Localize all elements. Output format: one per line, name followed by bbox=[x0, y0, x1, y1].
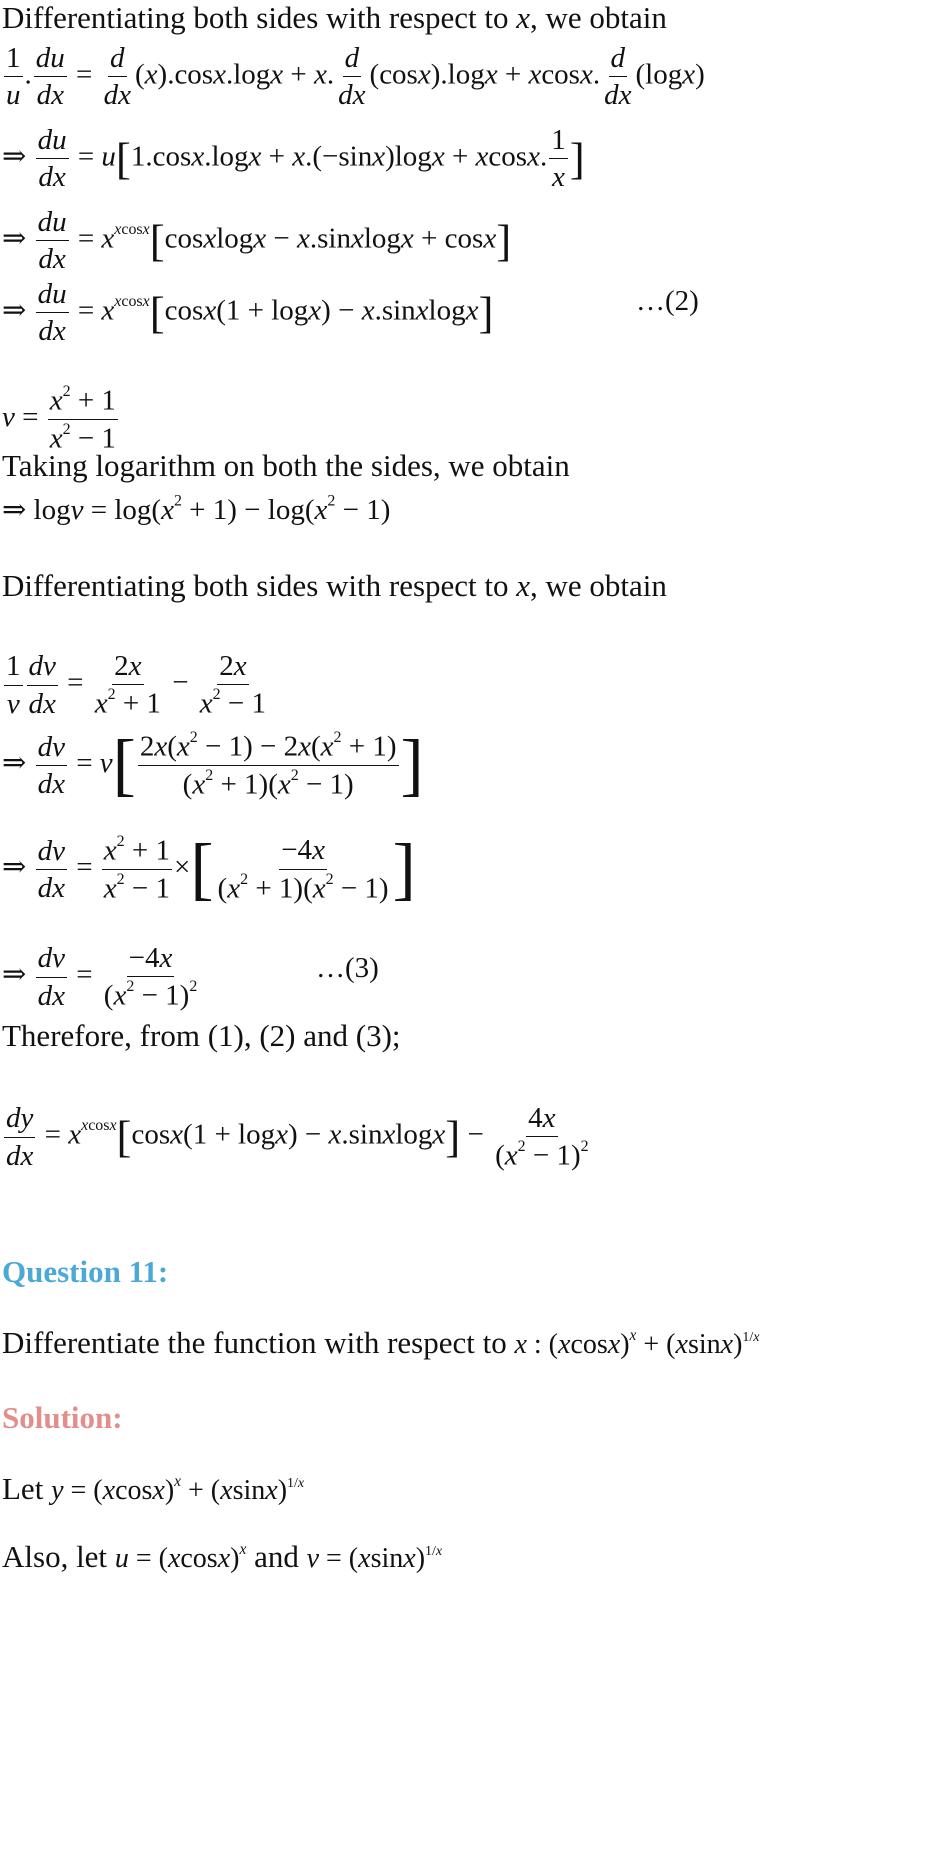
text-line-taking-log: Taking logarithm on both the sides, we obtain bbox=[2, 448, 570, 483]
text-line-therefore: Therefore, from (1), (2) and (3); bbox=[2, 1018, 401, 1053]
equation-dv-1: $\frac{1}{v}$ $\frac{dv}{dx}$ = $\frac{2x}{x^2 + 1}$ − $\frac{2x}{x^2 - 1}$ bbox=[6, 650, 266, 720]
and-label: and bbox=[254, 1539, 299, 1575]
also-let-line: Also, let $u = (xcosx)^x$ and $v = (xsinx)^{1/x}$ bbox=[2, 1539, 443, 1575]
diff-intro-tail: , we obtain bbox=[530, 0, 667, 35]
diff-intro-text: Differentiating both sides with respect to bbox=[2, 0, 509, 35]
equation-dv-3: ⇒ $\frac{dv}{dx}$ = $\frac{x^2 + 1}{x^2 - 1}$ ×[ $\frac{-4x}{(x^2 + 1)(x^2 - 1)}$ ] bbox=[2, 830, 416, 908]
also-let-label: Also, let bbox=[2, 1539, 108, 1575]
equation-dy-dx-final: $\frac{dy}{dx}$ = $x^{xcosx}[\cos x(1 + \log x)$ − x.sinxlogx] − $\frac{4x}{(x^2 - 1)^2}$ bbox=[6, 1102, 589, 1172]
question-title: Question 11: bbox=[2, 1254, 169, 1289]
let-line: Let $y = (xcosx)^x + (xsinx)^{1/x}$ bbox=[2, 1471, 305, 1507]
equation-dv-2: ⇒ $\frac{dv}{dx}$ = v[ $\frac{2x(x^2 - 1) - 2x(x^2 + 1)}{(x^2 + 1)(x^2 - 1)}$ ] bbox=[2, 726, 424, 804]
let-label: Let bbox=[2, 1471, 44, 1507]
diff-intro-tail-2: , we obtain bbox=[530, 568, 667, 603]
equation-dv-4: ⇒ $\frac{dv}{dx}$ = $\frac{-4x}{(x^2 - 1)^2}$ bbox=[2, 942, 198, 1012]
question-text: Differentiate the function with respect to bbox=[2, 1325, 507, 1361]
equation-v-definition: v = $\frac{x^2 + 1}{x^2 - 1}$ bbox=[2, 383, 116, 455]
equation-ref-3: …(3) bbox=[316, 952, 379, 984]
solution-title: Solution: bbox=[2, 1400, 123, 1435]
equation-du-step-3: ⇒ $\frac{du}{dx}$ = $x^{xcosx}[\cos x(1 + \log x)$ − x.sinxlogx] bbox=[2, 278, 494, 348]
diff-intro-var-2: x bbox=[516, 568, 531, 603]
text-line-diff-2 bbox=[2, 568, 667, 604]
equation-ref-2: …(2) bbox=[636, 285, 699, 317]
text-line-diff-1 bbox=[2, 0, 667, 36]
question-text-line: Differentiate the function with respect to x : $(xcosx)^x + (xsinx)^{1/x}$ bbox=[2, 1325, 760, 1361]
equation-du-product-rule: $\frac{1}{u}$ . $\frac{du}{dx}$ = $\frac{d}{dx}$ (x).cosx.logx + x. $\frac{d}{dx}$ (cosx).logx + xcosx. $\frac{d}{dx}$ (logx) bbox=[6, 42, 705, 112]
equation-du-step-1: ⇒ $\frac{du}{dx}$ = u[1.cosx.logx + x.(−sinx)logx + xcosx. $\frac{1}{x}$ ] bbox=[2, 124, 585, 194]
equation-log-v: ⇒ $\log v = \log(x^2 + 1) - \log(x^2 - 1)$ bbox=[2, 492, 391, 526]
diff-intro-text-2: Differentiating both sides with respect to bbox=[2, 568, 509, 603]
diff-intro-var: x bbox=[516, 0, 531, 35]
equation-du-step-2: ⇒ $\frac{du}{dx}$ = $x^{xcosx}[cosxlogx$ − x.sinxlogx + cosx] bbox=[2, 206, 512, 276]
